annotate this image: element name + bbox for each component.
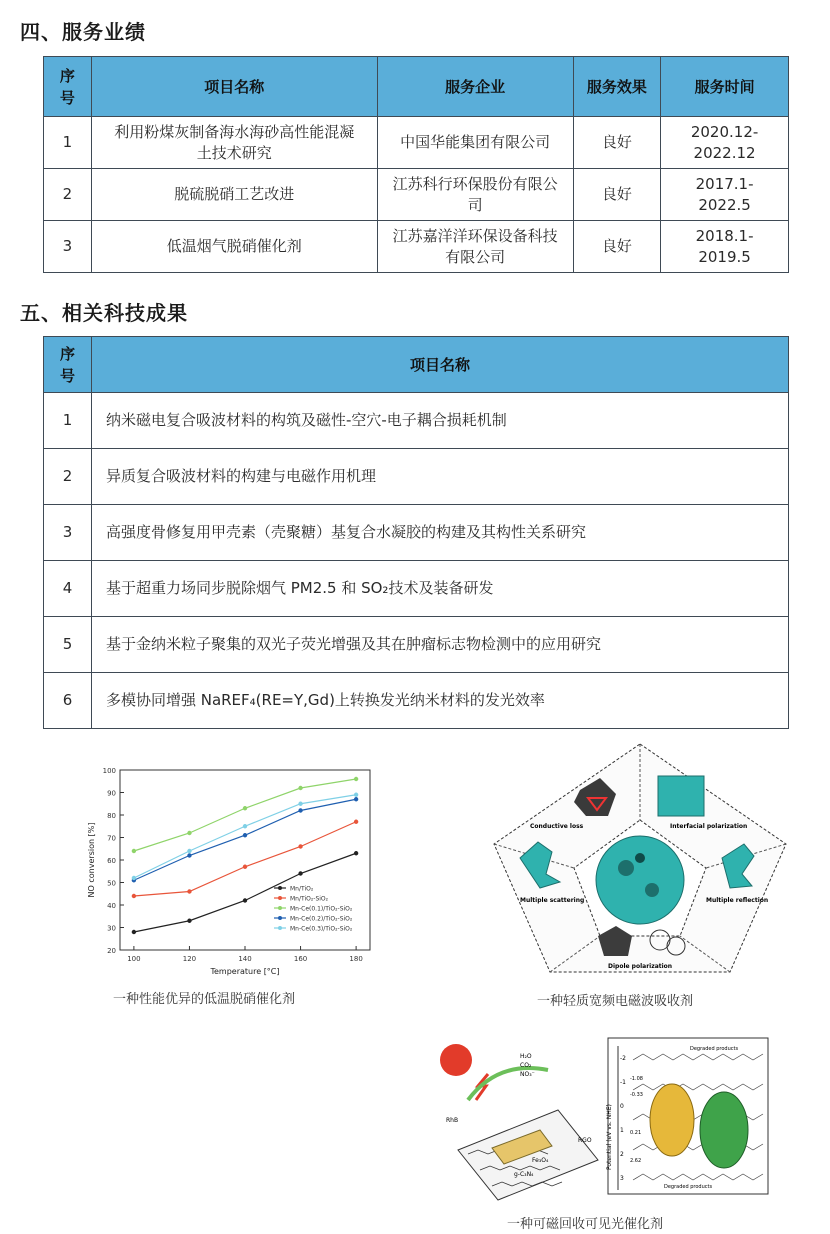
legend-marker [278,886,282,890]
data-point [354,851,358,855]
achievements-table [43,336,789,729]
x-tick-label: 100 [127,955,141,963]
label-conductive-loss: Conductive loss [530,823,584,830]
row-no: 1 [44,117,92,169]
label-fe3o4: Fe₃O₄ [532,1157,549,1164]
chart-caption: 一种性能优异的低温脱硝催化剂 [113,992,296,1007]
label-h2o: H₂O [520,1053,532,1060]
table-row [44,117,789,169]
plot-frame [120,770,370,950]
data-point [354,793,358,797]
interface-block [658,776,704,816]
row-name: 异质复合吸波材料的构建与电磁作用机理 [91,449,788,505]
legend-label: Mn-Ce(0.3)/TiO₂-SiO₂ [290,925,353,933]
absorber-diagram [490,740,790,980]
data-point [243,898,247,902]
absorber-sphere [596,836,684,924]
section4-title: 四、服务业绩 [20,20,146,44]
no-conversion-chart [80,760,380,980]
label-degraded-products-top: Degraded products [690,1046,739,1052]
tick-label: 2 [620,1151,624,1158]
row-name: 利用粉煤灰制备海水海砂高性能混凝土技术研究 [91,117,377,169]
label-gc3n4: g-C₃N₄ [514,1171,534,1178]
band-value: 0.21 [630,1130,642,1136]
row-name: 脱硫脱硝工艺改进 [91,169,377,221]
data-point [132,849,136,853]
data-point [187,831,191,835]
header-no: 序号 [44,57,92,117]
label-rgo: RGO [578,1137,592,1144]
row-time: 2017.1-2022.5 [661,169,789,221]
x-tick-label: 120 [182,955,197,963]
data-point [187,849,191,853]
y-tick-label: 20 [107,947,116,955]
section5-title: 五、相关科技成果 [20,301,188,325]
table-row [44,221,789,273]
row-no: 3 [44,505,92,561]
x-axis-label: Temperature [°C] [210,967,280,976]
legend-label: Mn-Ce(0.1)/TiO₂-SiO₂ [290,905,353,913]
data-point [243,833,247,837]
row-no: 6 [44,673,92,729]
data-point [354,777,358,781]
y-tick-label: 100 [102,767,116,775]
row-effect: 良好 [573,117,661,169]
row-name: 基于超重力场同步脱除烟气 PM2.5 和 SO₂技术及装备研发 [91,561,788,617]
y-axis-label: NO conversion [%] [87,822,96,898]
header-name: 项目名称 [91,57,377,117]
band-value: -1.08 [630,1076,643,1082]
label-multiple-scattering: Multiple scattering [520,897,585,904]
x-tick-label: 140 [238,955,252,963]
tick-label: 3 [620,1175,624,1182]
table-row [44,449,789,505]
row-company: 江苏科行环保股份有限公司 [377,169,573,221]
table-header-row [44,57,789,117]
row-no: 1 [44,393,92,449]
data-point [243,824,247,828]
header-company: 服务企业 [377,57,573,117]
y-tick-label: 80 [107,812,116,820]
label-rhb: RhB [446,1117,459,1124]
legend-marker [278,916,282,920]
series-line [134,779,356,851]
data-point [243,806,247,810]
table-row [44,169,789,221]
data-point [298,786,302,790]
row-no: 4 [44,561,92,617]
header-name: 项目名称 [91,337,788,393]
row-time: 2018.1-2019.5 [661,221,789,273]
row-name: 纳米磁电复合吸波材料的构筑及磁性-空穴-电子耦合损耗机制 [91,393,788,449]
label-no3: NO₃⁻ [520,1071,535,1078]
data-point [243,865,247,869]
sun-icon [440,1044,472,1076]
band-value: -0.33 [630,1092,643,1098]
y-tick-label: 60 [107,857,116,865]
series-line [134,822,356,896]
label-multiple-reflection: Multiple reflection [706,897,769,904]
tick-label: 0 [620,1103,624,1110]
photocatalyst-caption: 一种可磁回收可见光催化剂 [507,1217,664,1232]
row-effect: 良好 [573,221,661,273]
x-tick-label: 180 [349,955,363,963]
data-point [298,808,302,812]
data-point [298,871,302,875]
data-point [298,802,302,806]
row-time: 2020.12-2022.12 [661,117,789,169]
data-point [354,797,358,801]
label-co2: CO₂ [520,1062,532,1069]
data-point [187,889,191,893]
data-point [132,894,136,898]
data-point [187,853,191,857]
header-no: 序号 [44,337,92,393]
tick-label: -1 [620,1079,626,1086]
y-tick-label: 40 [107,902,116,910]
table-row [44,393,789,449]
row-company: 中国华能集团有限公司 [377,117,573,169]
row-name: 多模协同增强 NaREF₄(RE=Y,Gd)上转换发光纳米材料的发光效率 [91,673,788,729]
header-time: 服务时间 [661,57,789,117]
data-point [132,876,136,880]
service-table [43,56,789,273]
x-tick-label: 160 [293,955,308,963]
row-effect: 良好 [573,169,661,221]
table-header-row [44,337,789,393]
photocatalyst-diagram [428,1030,778,1210]
band-value: 2.62 [630,1158,642,1164]
tick-label: 1 [620,1127,624,1134]
label-degraded-products-bottom: Degraded products [664,1184,713,1190]
table-row [44,617,789,673]
label-interfacial-polarization: Interfacial polarization [670,823,748,830]
table-row [44,505,789,561]
legend-marker [278,896,282,900]
g-c3n4-band [650,1084,694,1156]
table-row [44,561,789,617]
y-tick-label: 50 [107,879,116,888]
header-effect: 服务效果 [573,57,661,117]
row-no: 2 [44,169,92,221]
row-name: 基于金纳米粒子聚集的双光子荧光增强及其在肿瘤标志物检测中的应用研究 [91,617,788,673]
legend-marker [278,926,282,930]
fe3o4-band [700,1092,748,1168]
row-no: 2 [44,449,92,505]
row-name: 低温烟气脱硝催化剂 [91,221,377,273]
row-company: 江苏嘉洋洋环保设备科技有限公司 [377,221,573,273]
data-point [187,919,191,923]
legend-label: Mn/TiO₂-SiO₂ [290,895,329,903]
absorber-caption: 一种轻质宽频电磁波吸收剂 [537,994,694,1009]
label-dipole-polarization: Dipole polarization [608,963,673,970]
data-point [354,820,358,824]
data-point [132,930,136,934]
row-no: 3 [44,221,92,273]
row-name: 高强度骨修复用甲壳素（壳聚糖）基复合水凝胶的构建及其构性关系研究 [91,505,788,561]
y-tick-label: 90 [107,789,116,798]
y-tick-label: 30 [107,924,116,933]
table-row [44,673,789,729]
y-tick-label: 70 [107,834,116,843]
legend-marker [278,906,282,910]
tick-label: -2 [620,1055,626,1062]
legend-label: Mn/TiO₂ [290,885,314,893]
data-point [298,844,302,848]
row-no: 5 [44,617,92,673]
legend-label: Mn-Ce(0.2)/TiO₂-SiO₂ [290,915,353,923]
label-potential: Potential (eV vs. NHE) [606,1104,613,1170]
